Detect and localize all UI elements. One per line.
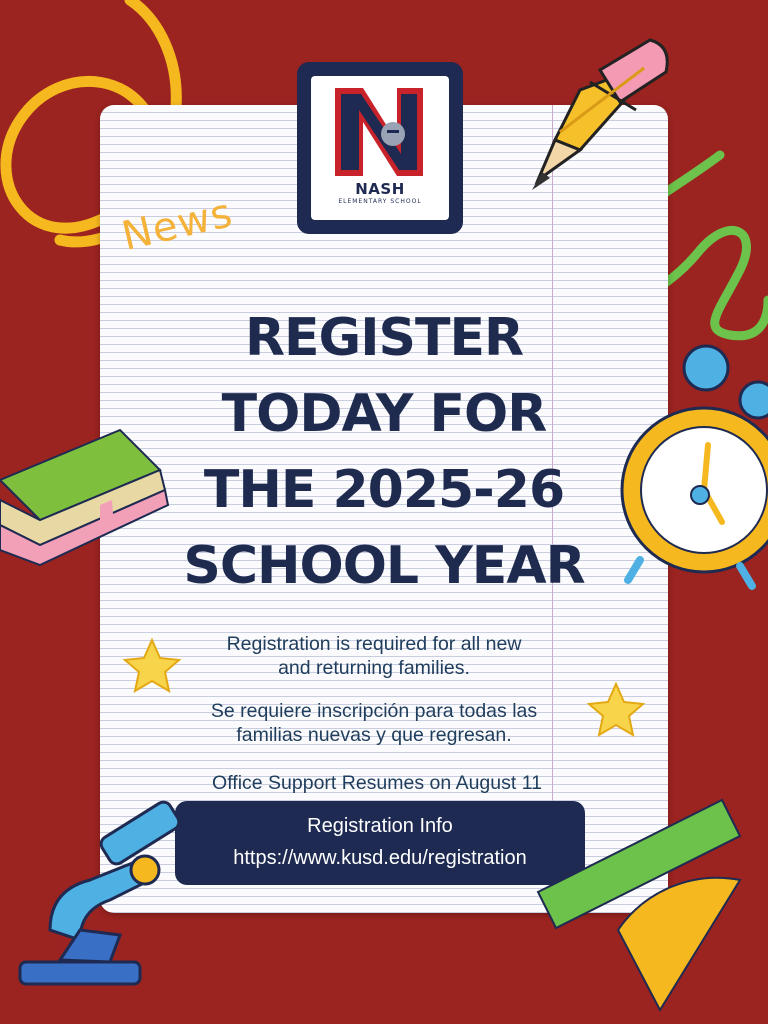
headline-line-3: THE 2025-26: [203, 460, 565, 520]
message-spanish-line-2: familias nuevas y que regresan.: [236, 724, 512, 746]
logo-badge: [311, 76, 449, 220]
registration-info-box[interactable]: [175, 801, 585, 885]
office-support-text: Office Support Resumes on August 11: [212, 772, 542, 794]
headline-line-1: REGISTER: [244, 308, 524, 368]
message-english-line-1: Registration is required for all new: [226, 633, 522, 655]
headline-line-4: SCHOOL YEAR: [183, 536, 585, 596]
school-subtitle: ELEMENTARY SCHOOL: [338, 198, 422, 205]
message-english: [100, 632, 648, 680]
message-english-line-2: and returning families.: [278, 657, 470, 679]
school-logo: [297, 62, 463, 234]
headline: [100, 300, 668, 604]
message-spanish-line-1: Se requiere inscripción para todas las: [210, 700, 538, 722]
registration-info-title: Registration Info: [307, 815, 453, 837]
registration-link[interactable]: https://www.kusd.edu/registration: [233, 847, 527, 869]
school-name: NASH: [355, 180, 405, 198]
message-spanish: [100, 699, 648, 747]
headline-line-2: TODAY FOR: [221, 384, 547, 444]
knight-n-icon: [331, 84, 427, 180]
news-tag: News: [117, 189, 238, 260]
